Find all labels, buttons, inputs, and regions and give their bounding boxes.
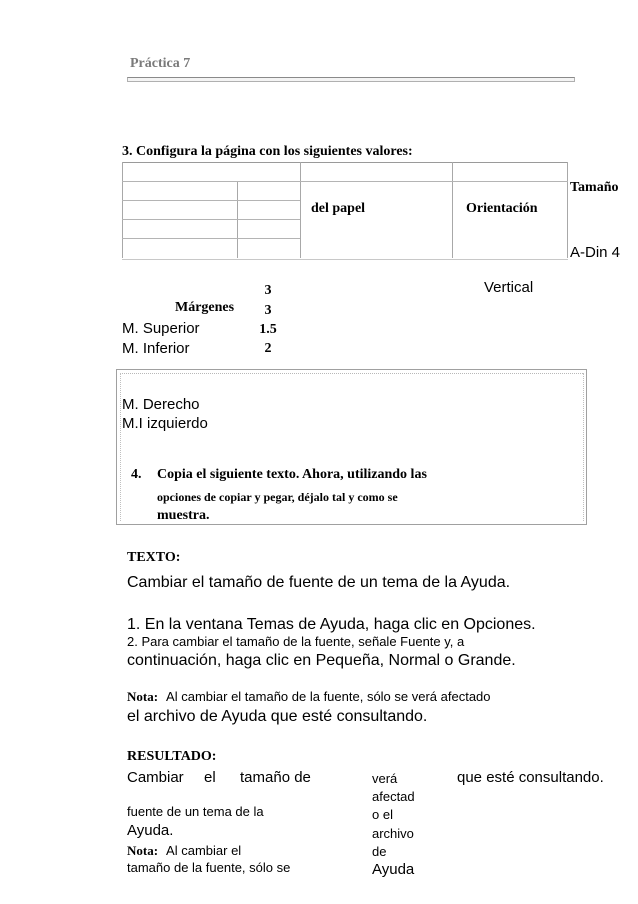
margin-value: 1.5 <box>259 322 277 337</box>
resultado-col1-word: el <box>204 769 216 786</box>
table-line <box>122 219 300 220</box>
texto-heading: TEXTO: <box>127 550 181 565</box>
resultado-col2-line: Ayuda <box>372 861 415 878</box>
resultado-col1-line: Ayuda. <box>127 822 174 839</box>
resultado-col1-word: tamaño de <box>240 769 311 786</box>
resultado-col1-nota-line <box>127 842 241 860</box>
resultado-col2-line: archivo <box>372 826 414 841</box>
table-line <box>567 162 568 258</box>
table-line <box>122 162 123 258</box>
table-line <box>300 162 301 258</box>
resultado-col1-word: Cambiar <box>127 769 184 786</box>
resultado-col2-line: o el <box>372 807 393 822</box>
table-line <box>237 182 238 258</box>
margin-derecho-label: M. Derecho <box>122 396 200 413</box>
texto-line: 1. En la ventana Temas de Ayuda, haga clic en Opciones. <box>127 616 536 633</box>
texto-line: el archivo de Ayuda que esté consultando. <box>127 708 428 725</box>
instruction-box-inner-line <box>583 373 584 521</box>
resultado-col3-line: que esté consultando. <box>457 769 604 786</box>
margin-value: 2 <box>264 341 272 356</box>
margin-value: 3 <box>264 283 272 298</box>
instruction-box-inner-line <box>120 373 121 521</box>
step3-instruction: 3. Configura la página con los siguientes valores: <box>122 144 413 159</box>
table-line <box>122 181 568 182</box>
texto-nota-line <box>127 689 491 705</box>
nota-text: Al cambiar el tamaño de la fuente, sólo se verá afectado <box>166 689 491 704</box>
margin-izquierdo-label: M.I izquierdo <box>122 415 208 432</box>
resultado-col2-line: de <box>372 844 387 859</box>
resultado-heading: RESULTADO: <box>127 749 217 764</box>
step4-number: 4. <box>131 467 142 482</box>
instruction-box-inner-line <box>120 373 583 374</box>
table-cell-adin: A-Din 4 <box>570 244 621 261</box>
nota-label: Nota: <box>127 689 159 704</box>
table-cell-papel: del papel <box>311 201 366 216</box>
resultado-col1-line: fuente de un tema de la <box>127 804 264 819</box>
resultado-col2-line: afectad <box>372 789 415 804</box>
margin-superior-label: M. Superior <box>122 320 200 337</box>
margins-label: Márgenes <box>175 300 235 315</box>
table-cell-orientacion: Orientación <box>466 201 538 216</box>
table-cell-vertical: Vertical <box>484 279 534 296</box>
table-line <box>452 162 453 258</box>
table-cell-tamano: Tamaño <box>570 180 619 195</box>
header-rule <box>127 77 575 82</box>
resultado-col1-text: Al cambiar el <box>166 843 242 858</box>
table-line <box>122 200 300 201</box>
step4-line: muestra. <box>157 508 210 523</box>
page-header-title: Práctica 7 <box>130 56 191 71</box>
table-line <box>122 238 300 239</box>
resultado-col1-line: tamaño de la fuente, sólo se <box>127 860 291 875</box>
nota-label: Nota: <box>127 843 159 858</box>
margin-inferior-label: M. Inferior <box>122 340 190 357</box>
texto-line: 2. Para cambiar el tamaño de la fuente, señale Fuente y, a <box>127 634 465 649</box>
margin-value: 3 <box>264 303 272 318</box>
step4-line: opciones de copiar y pegar, déjalo tal y como se <box>157 490 398 504</box>
texto-line: continuación, haga clic en Pequeña, Normal o Grande. <box>127 652 516 669</box>
texto-line: Cambiar el tamaño de fuente de un tema de la Ayuda. <box>127 574 511 591</box>
step4-line: Copia el siguiente texto. Ahora, utilizando las <box>157 467 427 482</box>
resultado-col2-line: verá <box>372 771 398 786</box>
